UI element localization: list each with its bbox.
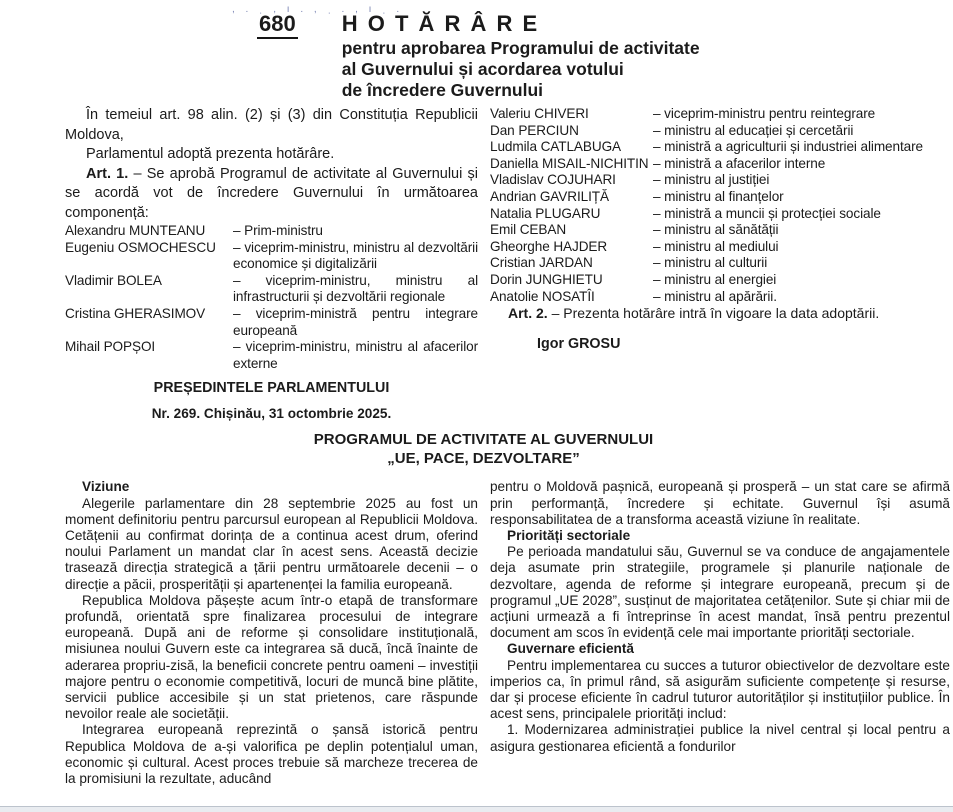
decree-body (65, 106, 950, 421)
program-heading-line-1: PROGRAMUL DE ACTIVITATE AL GUVERNULUI (313, 431, 654, 449)
minister-row (490, 239, 950, 256)
decree-title-block (342, 12, 700, 101)
minister-row (490, 222, 950, 239)
section-heading-guvernare-eficienta: Guvernare eficientă (507, 641, 634, 657)
document-content (65, 12, 950, 787)
minister-role: – ministră a muncii și protecției sociale (653, 205, 881, 221)
minister-role: – ministru al mediului (653, 238, 779, 254)
minister-name: Andrian GAVRILIȚĂ (490, 188, 609, 204)
minister-name: Eugeniu OSMOCHESCU (65, 239, 216, 255)
minister-name: Alexandru MUNTEANU (65, 223, 206, 238)
minister-name: Emil CEBAN (490, 222, 567, 238)
minister-name: Cristina GHERASIMOV (65, 305, 206, 321)
minister-name: Gheorghe HAJDER (490, 238, 608, 254)
minister-role: – Prim-ministru (233, 223, 323, 238)
program-paragraph: Alegerile parlamentare din 28 septembrie 2025 au fost un moment definitoriu pentru parcursul european al Republicii Moldova. Cetățenii au confirmat dorința de a continua acest drum, oferind noului Parlament un mandat clar în acest sens. Această decizie trasează direcția strategică a țării pentru următoarele decenii – o direcție a păcii, prosperității și apartenenței la familia europeană. (65, 495, 478, 592)
decree-title: H O T Ă R Â R E (341, 11, 540, 36)
ministers-list-left (65, 223, 478, 372)
clipped-text-fragment (232, 4, 562, 17)
minister-row (65, 273, 478, 306)
minister-role: – viceprim-ministru, ministru al infrastructurii și dezvoltării regionale (233, 272, 478, 305)
minister-row (490, 106, 950, 123)
decree-intro (65, 106, 478, 223)
minister-name: Daniella MISAIL-NICHITIN (490, 155, 649, 171)
minister-role: – ministru al culturii (653, 255, 768, 271)
program-left-column (65, 479, 478, 787)
minister-role: – ministru al apărării. (653, 288, 777, 304)
minister-role: – viceprim-ministru, ministru al dezvoltării economice și digitalizării (233, 239, 478, 272)
minister-role: – viceprim-ministru, ministru al afacerilor externe (233, 339, 478, 371)
minister-name: Natalia PLUGARU (490, 205, 601, 221)
minister-name: Mihail POPȘOI (65, 339, 156, 355)
article-2-text: – Prezenta hotărâre intră în vigoare la data adoptării. (547, 305, 880, 322)
minister-role: – ministru al finanțelor (653, 188, 784, 204)
decree-subtitle-line-1: pentru aprobarea Programului de activitate (341, 38, 700, 58)
program-paragraph: Pentru implementarea cu succes a tuturor obiectivelor de dezvoltare este imperios ca, în primul rând, să asigurăm suficiente competențe și resurse, dar și procese eficiente în cadrul tuturor autorităților și instituțiilor publice. În acest sens, principalele priorități includ: (490, 657, 950, 722)
minister-name: Dan PERCIUN (490, 122, 579, 138)
article-1-text: – Se aprobă Programul de activitate al Guvernului și se acordă vot de încredere Guvernului în următoarea componență: (65, 165, 479, 221)
minister-row (65, 306, 478, 339)
document-page (0, 4, 953, 812)
intro-paragraph-2: Parlamentul adoptă prezenta hotărâre. (86, 146, 335, 162)
minister-role: – viceprim-ministru pentru reintegrare (653, 106, 876, 121)
signature-name: Igor GROSU (537, 336, 621, 353)
minister-row (65, 339, 478, 372)
intro-paragraph-1: În temeiul art. 98 alin. (2) și (3) din Constituția Republicii Moldova, (65, 107, 478, 143)
minister-row (490, 206, 950, 223)
minister-row (65, 223, 478, 240)
decree-subtitle-line-2: al Guvernului și acordarea votului (341, 59, 624, 79)
section-heading-prioritati-sectoriale: Priorități sectoriale (507, 527, 631, 543)
minister-name: Ludmila CATLABUGA (490, 139, 622, 155)
article-2-label: Art. 2. (508, 305, 548, 322)
program-heading (65, 430, 950, 468)
minister-row (65, 240, 478, 273)
minister-row (490, 139, 950, 156)
program-paragraph: 1. Modernizarea administrației publice la nivel central și local pentru a asigura gestionarea eficientă a fondurilor (490, 722, 950, 754)
minister-role: – ministru al energiei (653, 271, 777, 287)
minister-row (490, 272, 950, 289)
minister-name: Cristian JARDAN (490, 255, 593, 271)
minister-role: – ministru al justiției (653, 172, 770, 188)
horizontal-scrollbar[interactable] (0, 806, 953, 812)
minister-row (490, 123, 950, 140)
minister-role: – ministru al educației și cercetării (653, 122, 854, 138)
decree-number: 680 (257, 12, 298, 39)
minister-row (490, 255, 950, 272)
article-1-label: Art. 1. (86, 165, 129, 182)
decree-header (257, 12, 950, 101)
minister-row (490, 289, 950, 306)
minister-role: – ministru al sănătății (653, 222, 779, 238)
signature-title: PREȘEDINTELE PARLAMENTULUI (153, 380, 390, 397)
minister-row (490, 156, 950, 173)
decree-right-column (490, 106, 950, 421)
program-body (65, 479, 950, 787)
clipped-text: , . ˌ , ı . , ˌ . , ı ˌ . (232, 4, 404, 15)
section-heading-viziune: Viziune (82, 479, 130, 495)
article-2-paragraph (490, 305, 950, 322)
minister-role: – viceprim-ministră pentru integrare europeană (233, 305, 478, 338)
program-paragraph-continuation: pentru o Moldovă pașnică, europeană și prosperă – un stat care se afirmă prin performanță, încredere și echitate. Guvernul își asumă responsabilitatea de a transforma această viziune în realitate. (490, 479, 950, 527)
minister-name: Valeriu CHIVERI (490, 106, 589, 121)
minister-role: – ministră a agriculturii și industriei alimentare (653, 139, 924, 155)
program-paragraph: Pe perioada mandatului său, Guvernul se va conduce de angajamentele deja asumate prin strategiile, programele și planurile naționale de dezvoltare, agenda de reforme și integrare europeană, precum și de programul „UE 2028”, susținut de majoritatea cetățenilor. Sute și chiar mii de acțiuni urmează a fi întreprinse în acest mandat, însă pentru prezentul document am scos în evidență cele mai importante priorități sectoriale. (490, 544, 950, 641)
program-paragraph: Republica Moldova pășește acum într-o etapă de transformare profundă, orientată spre finalizarea procesului de integrare europeană. După ani de reforme și consolidare instituțională, misiunea noului Guvern este ca integrarea să ducă, încă înainte de aderarea propriu-zisă, la beneficii concrete pentru oameni – investiții majore pentru o economie competitivă, locuri de muncă bine plătite, servicii publice accesibile și un stat prietenos, care răspunde nevoilor reale ale societății. (65, 592, 478, 722)
minister-role: – ministră a afacerilor interne (653, 155, 826, 171)
program-heading-line-2: „UE, PACE, DEZVOLTARE” (387, 450, 580, 468)
ministers-list-right (490, 106, 950, 305)
decree-subtitle-line-3: de încredere Guvernului (341, 80, 544, 100)
minister-name: Anatolie NOSATÎI (490, 288, 595, 304)
minister-row (490, 189, 950, 206)
decree-number-date-line: Nr. 269. Chișinău, 31 octombrie 2025. (151, 406, 392, 422)
program-paragraph: Integrarea europeană reprezintă o șansă istorică pentru Republica Moldova de a-și valorifica pe deplin potențialul uman, economic și cultural. Acest proces trebuie să marcheze trecerea de la promisiuni la rezultate, aducând (65, 722, 478, 786)
minister-name: Vladimir BOLEA (65, 272, 162, 288)
program-right-column (490, 479, 950, 787)
minister-name: Dorin JUNGHIETU (490, 271, 603, 287)
minister-row (490, 172, 950, 189)
article-1-paragraph (65, 165, 478, 224)
minister-name: Vladislav COJUHARI (490, 172, 616, 188)
decree-left-column (65, 106, 478, 421)
